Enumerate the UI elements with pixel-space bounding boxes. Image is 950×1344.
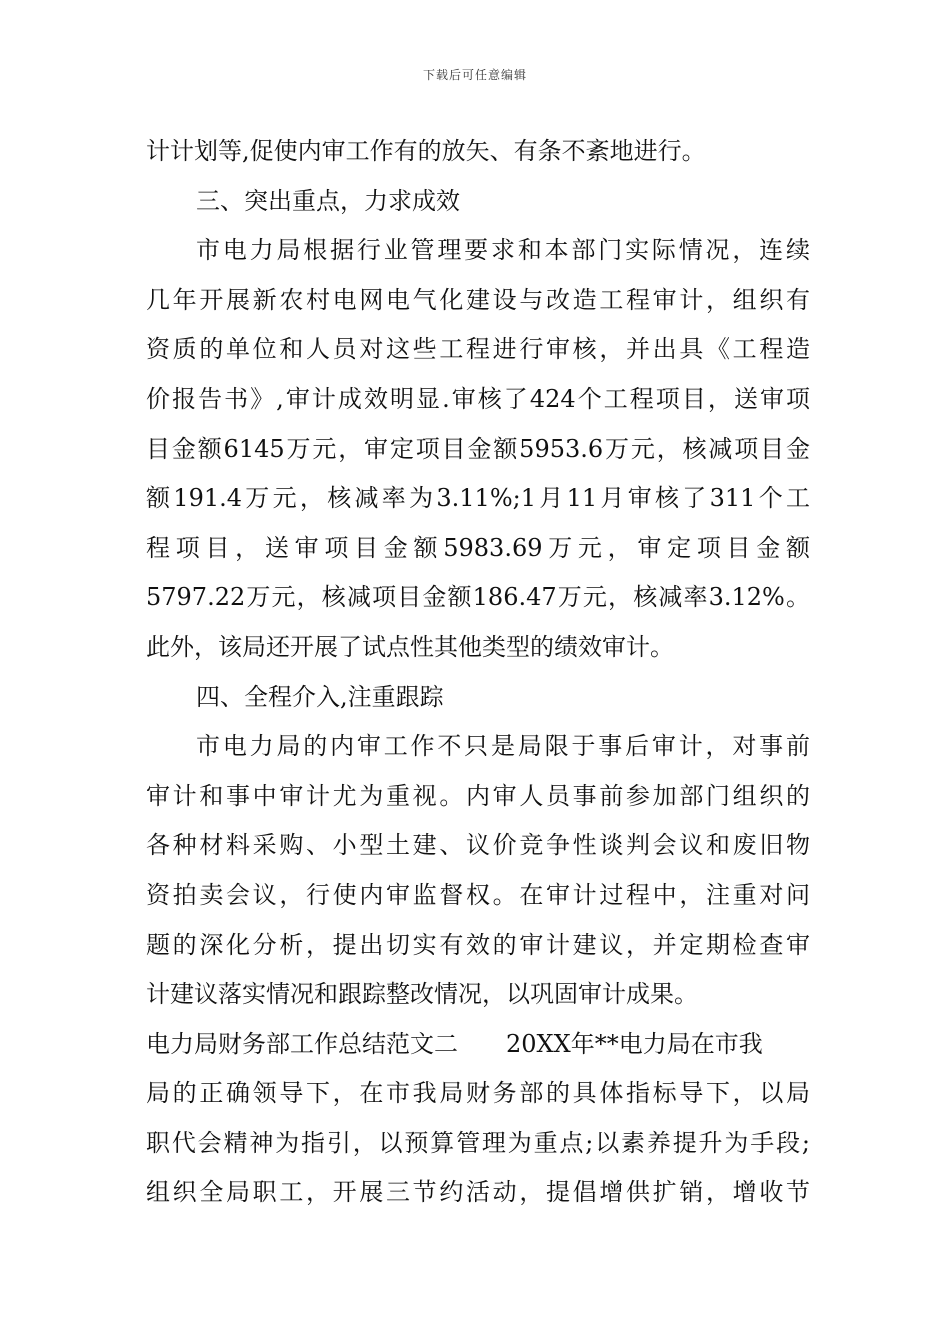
section-heading-3: 三、突出重点，力求成效 — [196, 186, 460, 215]
text-line-9: 程项目，送审项目金额5983.69万元，审定项目金额 — [146, 533, 810, 562]
document-body — [146, 127, 810, 1218]
text-line-6: 价报告书》,审计成效明显.审核了424个工程项目，送审项 — [146, 384, 810, 413]
text-line-1: 计计划等,促使内审工作有的放矢、有条不紊地进行。 — [146, 137, 706, 165]
text-line-22: 组织全局职工，开展三节约活动，提倡增供扩销，增收节 — [146, 1178, 810, 1207]
text-line-17: 题的深化分析，提出切实有效的审计建议，并定期检查审 — [146, 930, 810, 959]
text-line-8: 额191.4万元，核减率为3.11%;1月11月审核了311个工 — [146, 484, 810, 513]
text-line-3: 市电力局根据行业管理要求和本部门实际情况，连续 — [196, 236, 810, 265]
section-heading-4: 四、全程介入,注重跟踪 — [196, 682, 444, 711]
text-line-14: 审计和事中审计尤为重视。内审人员事前参加部门组织的 — [146, 781, 810, 810]
text-line-10: 5797.22万元，核减项目金额186.47万元，核减率3.12%。 — [146, 583, 810, 612]
text-line-5: 资质的单位和人员对这些工程进行审核，并出具《工程造 — [146, 335, 810, 364]
text-line-7: 目金额6145万元，审定项目金额5953.6万元，核减项目金 — [146, 434, 810, 463]
text-line-16: 资拍卖会议，行使内审监督权。在审计过程中，注重对问 — [146, 880, 810, 909]
page-header: 下载后可任意编辑 — [422, 68, 527, 82]
text-line-4: 几年开展新农村电网电气化建设与改造工程审计，组织有 — [146, 285, 810, 314]
text-line-19: 电力局财务部工作总结范文二 20XX年**电力局在市我 — [146, 1029, 763, 1058]
text-line-15: 各种材料采购、小型土建、议价竞争性谈判会议和废旧物 — [146, 831, 810, 860]
text-line-18: 计建议落实情况和跟踪整改情况，以巩固审计成果。 — [146, 980, 698, 1009]
text-line-20: 局的正确领导下，在市我局财务部的具体指标导下，以局 — [146, 1079, 810, 1108]
text-line-21: 职代会精神为指引，以预算管理为重点;以素养提升为手段; — [146, 1128, 810, 1157]
text-line-11: 此外，该局还开展了试点性其他类型的绩效审计。 — [146, 632, 674, 661]
text-line-13: 市电力局的内审工作不只是局限于事后审计，对事前 — [196, 732, 810, 761]
